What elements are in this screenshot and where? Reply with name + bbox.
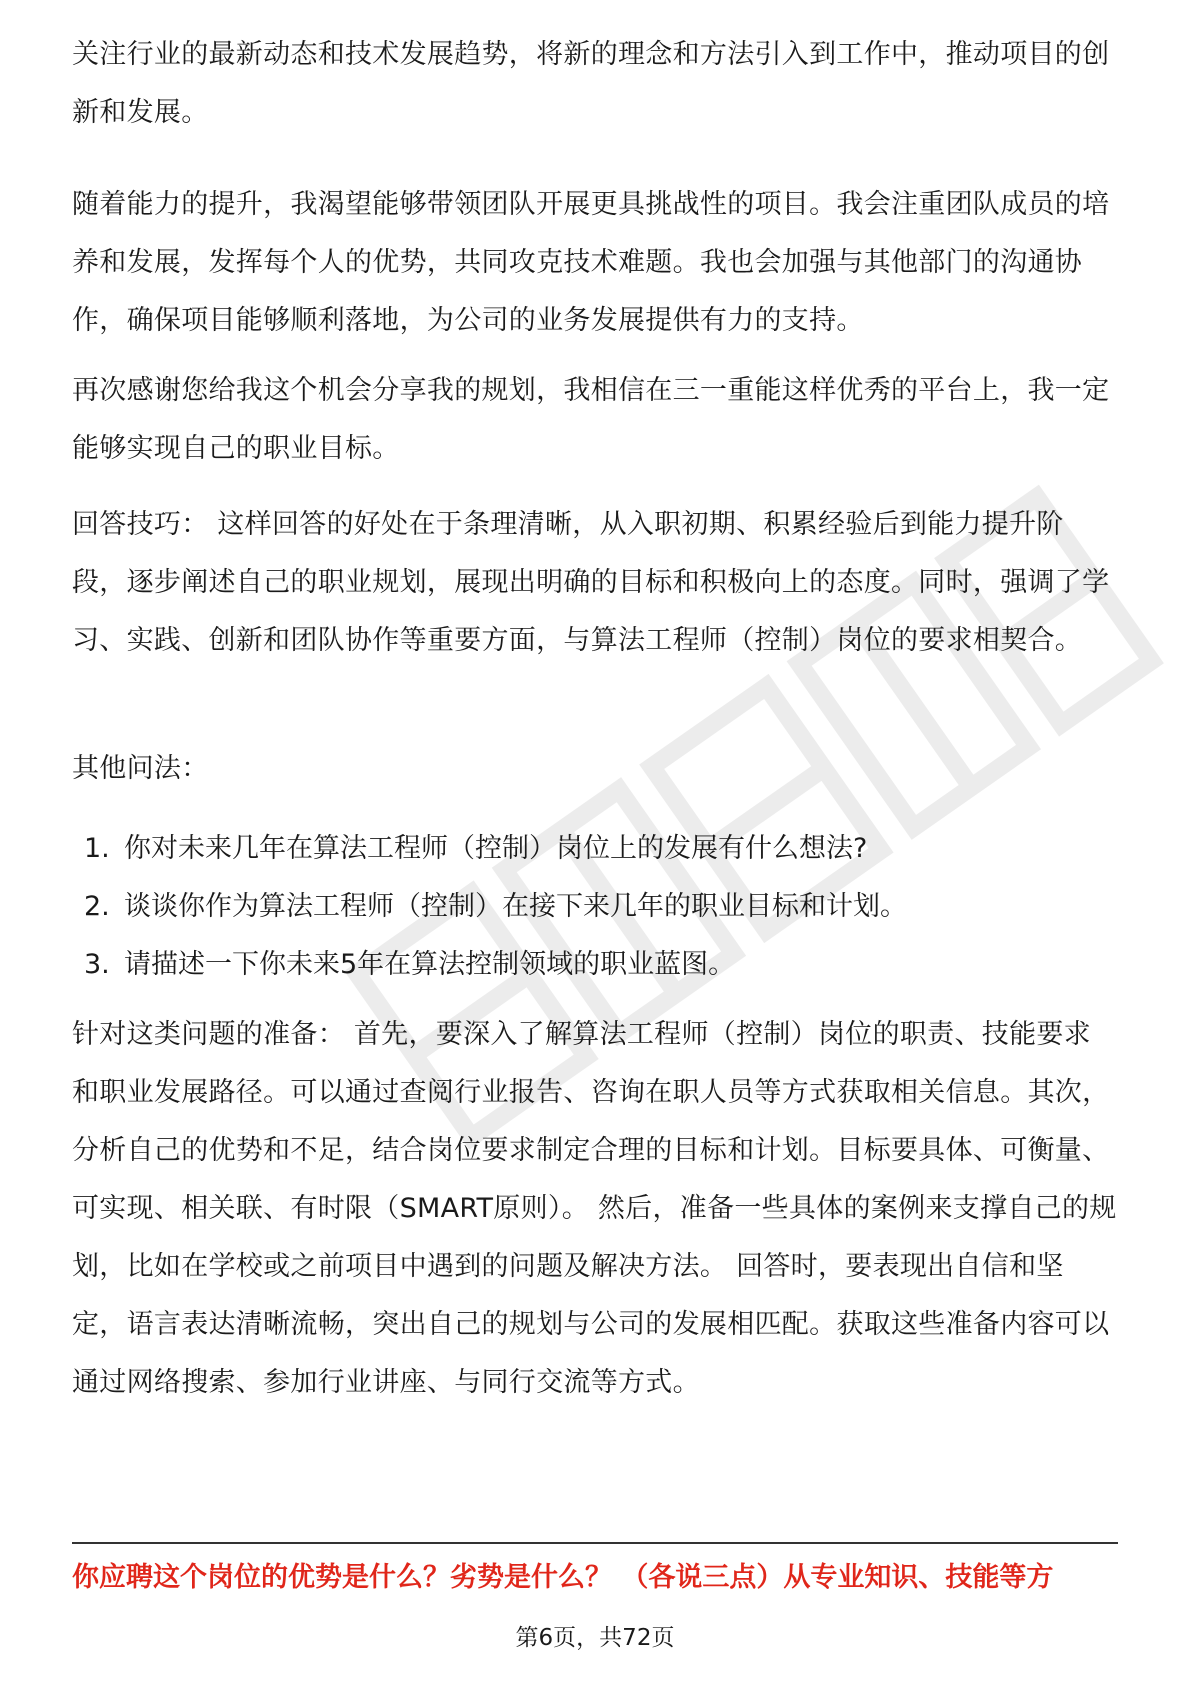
other-questions-heading: 其他问法：	[72, 753, 209, 784]
next-question-heading: 你应聘这个岗位的优势是什么？劣势是什么？ （各说三点）从专业知识、技能等方	[72, 1562, 1054, 1593]
list-text: 谈谈你作为算法工程师（控制）在接下来几年的职业目标和计划。	[124, 891, 907, 922]
list-number: 3.	[84, 949, 110, 980]
list-item	[72, 820, 1118, 878]
list-text: 请描述一下你未来5年在算法控制领域的职业蓝图。	[124, 949, 736, 980]
divider	[72, 1542, 1118, 1544]
page-footer: 第6页，共72页	[515, 1625, 675, 1651]
preparation-paragraph: 针对这类问题的准备： 首先，要深入了解算法工程师（控制）岗位的职责、技能要求和职业发展路径。可以通过查阅行业报告、咨询在职人员等方式获取相关信息。其次，分析自己的优势和不足，结合岗位要求制定合理的目标和计划。目标要具体、可衡量、可实现、相关联、有时限（SMART原则）。 然后，准备一些具体的案例来支撑自己的规划，比如在学校或之前项目中遇到的问题及解决方法。 回答时，要表现出自信和坚定，语言表达清晰流畅，突出自己的规划与公司的发展相匹配。获取这些准备内容可以通过网络搜索、参加行业讲座、与同行交流等方式。	[72, 1019, 1117, 1398]
list-item	[72, 878, 1118, 936]
other-questions-list	[72, 820, 1118, 994]
list-item	[72, 936, 1118, 994]
list-text: 你对未来几年在算法工程师（控制）岗位上的发展有什么想法?	[124, 833, 868, 864]
list-number: 1.	[84, 833, 110, 864]
paragraph-3: 再次感谢您给我这个机会分享我的规划，我相信在三一重能这样优秀的平台上，我一定能够实现自己的职业目标。	[72, 375, 1110, 464]
paragraph-1: 关注行业的最新动态和技术发展趋势，将新的理念和方法引入到工作中，推动项目的创新和发展。	[72, 39, 1110, 128]
document-page	[72, 0, 1118, 1684]
paragraph-2: 随着能力的提升，我渴望能够带领团队开展更具挑战性的项目。我会注重团队成员的培养和发展，发挥每个人的优势，共同攻克技术难题。我也会加强与其他部门的沟通协作，确保项目能够顺利落地，为公司的业务发展提供有力的支持。	[72, 189, 1110, 336]
answer-tips: 回答技巧： 这样回答的好处在于条理清晰，从入职初期、积累经验后到能力提升阶段，逐步阐述自己的职业规划，展现出明确的目标和积极向上的态度。同时，强调了学习、实践、创新和团队协作等重要方面，与算法工程师（控制）岗位的要求相契合。	[72, 509, 1110, 656]
list-number: 2.	[84, 891, 110, 922]
